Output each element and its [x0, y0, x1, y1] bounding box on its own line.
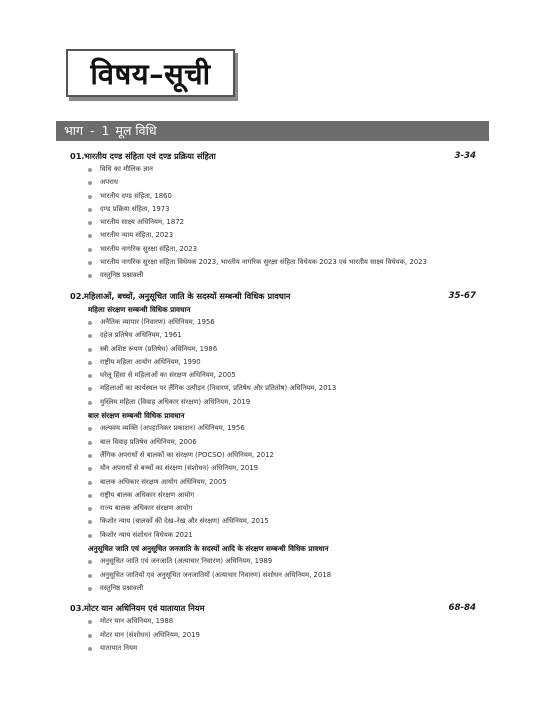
bullet-icon — [88, 620, 92, 624]
topic-label: भारतीय नागरिक सुरक्षा संहिता, 2023 — [100, 244, 198, 253]
bullet-icon — [88, 361, 92, 365]
section-title: मोटर यान अधिनियम एवं यातायात नियम — [84, 603, 205, 614]
topic-label: राज्य बालक अधिकार संरक्षण आयोग — [100, 504, 193, 513]
topic-item — [70, 343, 476, 356]
bullet-icon — [88, 348, 92, 352]
section-page-range: 35-67 — [448, 290, 476, 301]
topic-list — [70, 615, 476, 655]
topic-item — [70, 462, 476, 475]
topic-label: दहेज प्रतिषेध अधिनियम, 1961 — [100, 331, 182, 340]
bullet-icon — [88, 481, 92, 485]
part-number: 1 — [101, 123, 110, 138]
bullet-icon — [88, 387, 92, 391]
topic-label: भारतीय नागरिक सुरक्षा संहिता विधेयक 2023, भारतीय नागरिक सुरक्षा संहिता विधेयक 2023 एवं भारतीय साक्ष्य विधेयक, 2023 — [100, 258, 427, 267]
topic-item — [70, 356, 476, 369]
topic-label: अनुसूचित जातियों एवं अनुसूचित जनजातियों (अत्याचार निवारण) संशोधन अधिनियम, 2018 — [100, 570, 332, 579]
bullet-icon — [88, 560, 92, 564]
part-separator: - — [86, 123, 99, 138]
topic-item — [70, 449, 476, 462]
bullet-icon — [88, 441, 92, 445]
bullet-icon — [88, 427, 92, 431]
bullet-icon — [88, 274, 92, 278]
topic-item — [70, 422, 476, 435]
bullet-icon — [88, 321, 92, 325]
topic-item — [70, 369, 476, 382]
subsection-heading: बाल संरक्षण सम्बन्धी विधिक प्रावधान — [88, 411, 185, 421]
topic-label: अपराध — [100, 178, 119, 187]
bullet-icon — [88, 520, 92, 524]
topic-item — [70, 569, 476, 582]
topic-label: राष्ट्रीय महिला आयोग अधिनियम, 1990 — [100, 357, 201, 366]
topic-label: बाल विवाह प्रतिषेध अधिनियम, 2006 — [100, 437, 197, 446]
topic-item — [70, 489, 476, 502]
part-name: मूल विधि — [115, 123, 157, 138]
section-page-range: 3-34 — [454, 151, 476, 161]
topic-list — [70, 163, 476, 283]
topic-label: किशोर न्याय संशोधन विधेयक 2021 — [100, 530, 193, 539]
topic-label: घरेलू हिंसा से महिलाओं का संरक्षण अधिनियम, 2005 — [100, 371, 236, 380]
topic-item — [70, 256, 476, 269]
bullet-icon — [88, 454, 92, 458]
topic-item — [70, 382, 476, 395]
bullet-icon — [88, 261, 92, 265]
bullet-icon — [88, 634, 92, 638]
bullet-icon — [88, 494, 92, 498]
topic-list — [70, 316, 476, 409]
topic-item — [70, 163, 476, 176]
topic-item — [70, 269, 476, 282]
topic-item — [70, 176, 476, 189]
topic-item — [70, 436, 476, 449]
section-number: 01. — [70, 151, 85, 161]
topic-list — [70, 555, 476, 595]
bullet-icon — [88, 334, 92, 338]
topic-item — [70, 329, 476, 342]
page-title: विषय–सूची — [90, 56, 211, 91]
bullet-icon — [88, 374, 92, 378]
topic-label: राष्ट्रीय बालक अधिकार संरक्षण आयोग — [100, 490, 195, 499]
table-of-contents — [70, 149, 476, 655]
topic-label: बालक अधिकार संरक्षण आयोग अधिनियम, 2005 — [100, 477, 227, 486]
topic-label: भारतीय न्याय संहिता, 2023 — [100, 231, 174, 240]
topic-item — [70, 615, 476, 628]
bullet-icon — [88, 467, 92, 471]
topic-label: अल्पवय व्यक्ति (अपहानिकर प्रकाशन) अधिनियम, 1956 — [100, 424, 245, 433]
section-title-row[interactable] — [70, 289, 476, 303]
section-title: महिलाओं, बच्चों, अनुसूचित जाति के सदस्यों सम्बन्धी विधिक प्रावधान — [84, 290, 291, 301]
bullet-icon — [88, 587, 92, 591]
topic-item — [70, 629, 476, 642]
topic-label: भारतीय साक्ष्य अधिनियम, 1872 — [100, 218, 184, 227]
topic-label: विधि का मौलिक ज्ञान — [100, 165, 153, 173]
section-title: भारतीय दण्ड संहिता एवं दण्ड प्रक्रिया संहिता — [84, 151, 216, 161]
topic-label: किशोर न्याय (बालकों की देख–रेख और संरक्षण) अधिनियम, 2015 — [100, 517, 269, 526]
subsection-heading: अनुसूचित जाति एवं अनुसूचित जनजाति के सदस्यों आदि के संरक्षण सम्बन्धी विधिक प्रावधान — [88, 544, 329, 554]
topic-item — [70, 515, 476, 528]
topic-label: वस्तुनिष्ठ प्रश्नावली — [100, 583, 144, 592]
subsection-heading: महिला संरक्षण सम्बन्धी विधिक प्रावधान — [88, 304, 191, 314]
topic-label: मोटर यान अधिनियम, 1988 — [100, 617, 174, 626]
topic-item — [70, 316, 476, 329]
bullet-icon — [88, 401, 92, 405]
topic-label: यातायात नियम — [100, 643, 138, 652]
topic-label: वस्तुनिष्ठ प्रश्नावली — [100, 271, 144, 280]
topic-label: महिलाओं का कार्यस्थल पर लैंगिक उत्पीड़न (निवारण, प्रतिषेध और प्रतितोष) अधिनियम, 2013 — [100, 384, 337, 393]
bullet-icon — [88, 647, 92, 651]
bullet-icon — [88, 181, 92, 185]
topic-item — [70, 555, 476, 568]
bullet-icon — [88, 234, 92, 238]
section-number: 02. — [70, 290, 85, 301]
topic-label: मोटर यान (संशोधन) अधिनियम, 2019 — [100, 630, 200, 639]
topic-label: लैंगिक अपराधों से बालकों का संरक्षण (POCSO) अधिनियम, 2012 — [100, 450, 274, 459]
topic-label: अनैतिक व्यापार (निवारण) अधिनियम, 1956 — [100, 317, 215, 326]
topic-label: दण्ड प्रक्रिया संहिता, 1973 — [100, 204, 170, 213]
topic-item — [70, 203, 476, 216]
topic-label: अनुसूचित जाति एवं जनजाति (अत्याचार निवारण) अधिनियम, 1989 — [100, 557, 273, 566]
bullet-icon — [88, 195, 92, 199]
bullet-icon — [88, 574, 92, 578]
section-number: 03. — [70, 603, 85, 614]
section-title-row[interactable] — [70, 149, 476, 163]
topic-label: मुस्लिम महिला (विवाह अधिकार संरक्षण) अधिनियम, 2019 — [100, 397, 251, 406]
section-title-row[interactable] — [70, 601, 476, 615]
topic-item — [70, 642, 476, 655]
topic-item — [70, 216, 476, 229]
topic-item — [70, 243, 476, 256]
topic-label: भारतीय दण्ड संहिता, 1860 — [100, 191, 172, 200]
bullet-icon — [88, 221, 92, 225]
topic-item — [70, 396, 476, 409]
bullet-icon — [88, 168, 92, 172]
topic-label: यौन अपराधों से बच्चों का संरक्षण (संशोधन) अधिनियम, 2019 — [100, 464, 259, 473]
topic-item — [70, 229, 476, 242]
topic-item — [70, 190, 476, 203]
section-page-range: 68-84 — [448, 603, 476, 614]
bullet-icon — [88, 248, 92, 252]
page-title-box — [66, 49, 235, 97]
part-header-bar — [56, 121, 489, 141]
topic-item — [70, 529, 476, 542]
bullet-icon — [88, 208, 92, 212]
topic-item — [70, 502, 476, 515]
part-prefix: भाग — [64, 123, 84, 138]
bullet-icon — [88, 534, 92, 538]
topic-label: स्त्री अशिष्ट रूपण (प्रतिषेध) अधिनियम, 1986 — [100, 344, 218, 353]
topic-item — [70, 582, 476, 595]
topic-item — [70, 476, 476, 489]
bullet-icon — [88, 507, 92, 511]
topic-list — [70, 422, 476, 542]
